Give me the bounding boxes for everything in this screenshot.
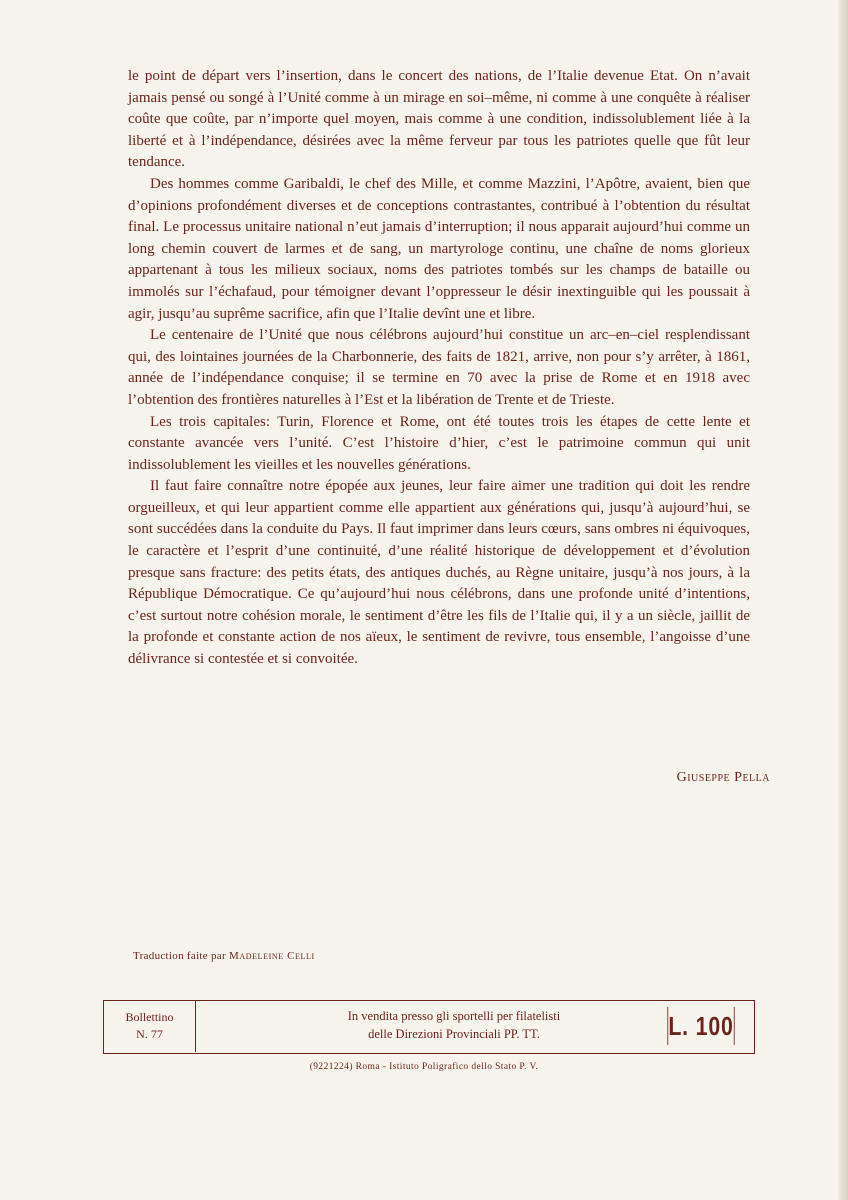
- translator-name: Madeleine Celli: [229, 950, 315, 962]
- sale-line-2: delle Direzioni Provinciali PP. TT.: [368, 1027, 540, 1041]
- author-signature: Giuseppe Pella: [676, 770, 770, 785]
- sale-line-1: In vendita presso gli sportelli per filatelisti: [347, 1009, 561, 1023]
- bollettino-cell: [104, 1001, 196, 1052]
- printer-imprint: (9221224) Roma - Istituto Poligrafico dello Stato P. V.: [309, 1062, 539, 1072]
- bollettino-label: Bollettino: [125, 1010, 174, 1024]
- bollettino-number: N. 77: [136, 1027, 163, 1041]
- paragraph-4: Les trois capitales: Turin, Florence et Rome, ont été toutes trois les étapes de cette lente et constante avancée vers l’unité. C’est l’histoire d’hier, c’est le patrimoine commun qui unit indissolublement les vieilles et les nouvelles générations.: [128, 413, 750, 473]
- paragraph-3: Le centenaire de l’Unité que nous célébrons aujourd’hui constitue un arc–en–ciel resplendissant qui, des lointaines journées de la Charbonnerie, des faits de 1821, arrive, non pour s’y arrêter, à 1861, année de l’indépendance conquise; il se termine en 70 avec la prise de Rome et en 1918 avec l’obtention des frontières naturelles à l’Est et la libération de Trente et de Trieste.: [128, 327, 750, 408]
- translation-prefix: Traduction faite par: [133, 950, 230, 962]
- paragraph-1: le point de départ vers l’insertion, dans le concert des nations, de l’Italie devenue Etat. On n’avait jamais pensé ou songé à l’Unité comme à un mirage en soi–même, ni comme à une conquête à réaliser coûte que coûte, par n’importe quel moyen, mais comme à une condition, indissolublement liée à la liberté et à l’indépendance, désirées avec la même ferveur par tous les patriotes quelle que fût leur tendance.: [128, 68, 750, 171]
- sale-info: [264, 1007, 644, 1043]
- footer-box: [103, 1000, 755, 1054]
- article-body: [128, 66, 750, 671]
- page-edge: [838, 0, 848, 1200]
- translation-credit: [133, 950, 315, 962]
- paragraph-2: Des hommes comme Garibaldi, le chef des Mille, et comme Mazzini, l’Apôtre, avaient, bien que d’opinions profondément diverses et de conceptions contrastantes, contribué à l’obtention du résultat final. Le processus unitaire national n’eut jamais d’interruption; il nous apparait aujourd’hui comme un long chemin couvert de larmes et de sang, un martyrologe continu, une chaîne de noms glorieux appartenant à tous les milieux sociaux, noms des patriotes tombés sur les champs de bataille ou immolés sur l’échafaud, pour témoigner devant l’oppresseur le désir inextinguible qui les poussait à agir, jusqu’au suprême sacrifice, afin que l’Italie devînt une et libre.: [128, 175, 750, 322]
- paragraph-5: Il faut faire connaître notre épopée aux jeunes, leur faire aimer une tradition qui doit les rendre orgueilleux, et qui leur appartient comme elle appartient aux générations qui, jusqu’à aujourd’hui, se sont succédées dans la conduite du Pays. Il faut imprimer dans leurs cœurs, sans ombres ni équivoques, le caractère et l’esprit d’une continuité, d’une réalité historique de développement et d’évolution presque sans fracture: des petits états, des antiques duchés, au Règne unitaire, jusqu’à nos jours, à la République Démocratique. Ce qu’aujourd’hui nous célébrons, dans une profonde unité d’intentions, c’est surtout notre cohésion morale, le sentiment d’être les fils de l’Italie qui, il y a un siècle, jaillit de la profonde et constante action de nos aïeux, le sentiment de revivre, tous ensemble, l’angoisse d’une délivrance si contestée et si convoitée.: [128, 478, 750, 668]
- price: L. 100: [667, 1007, 734, 1045]
